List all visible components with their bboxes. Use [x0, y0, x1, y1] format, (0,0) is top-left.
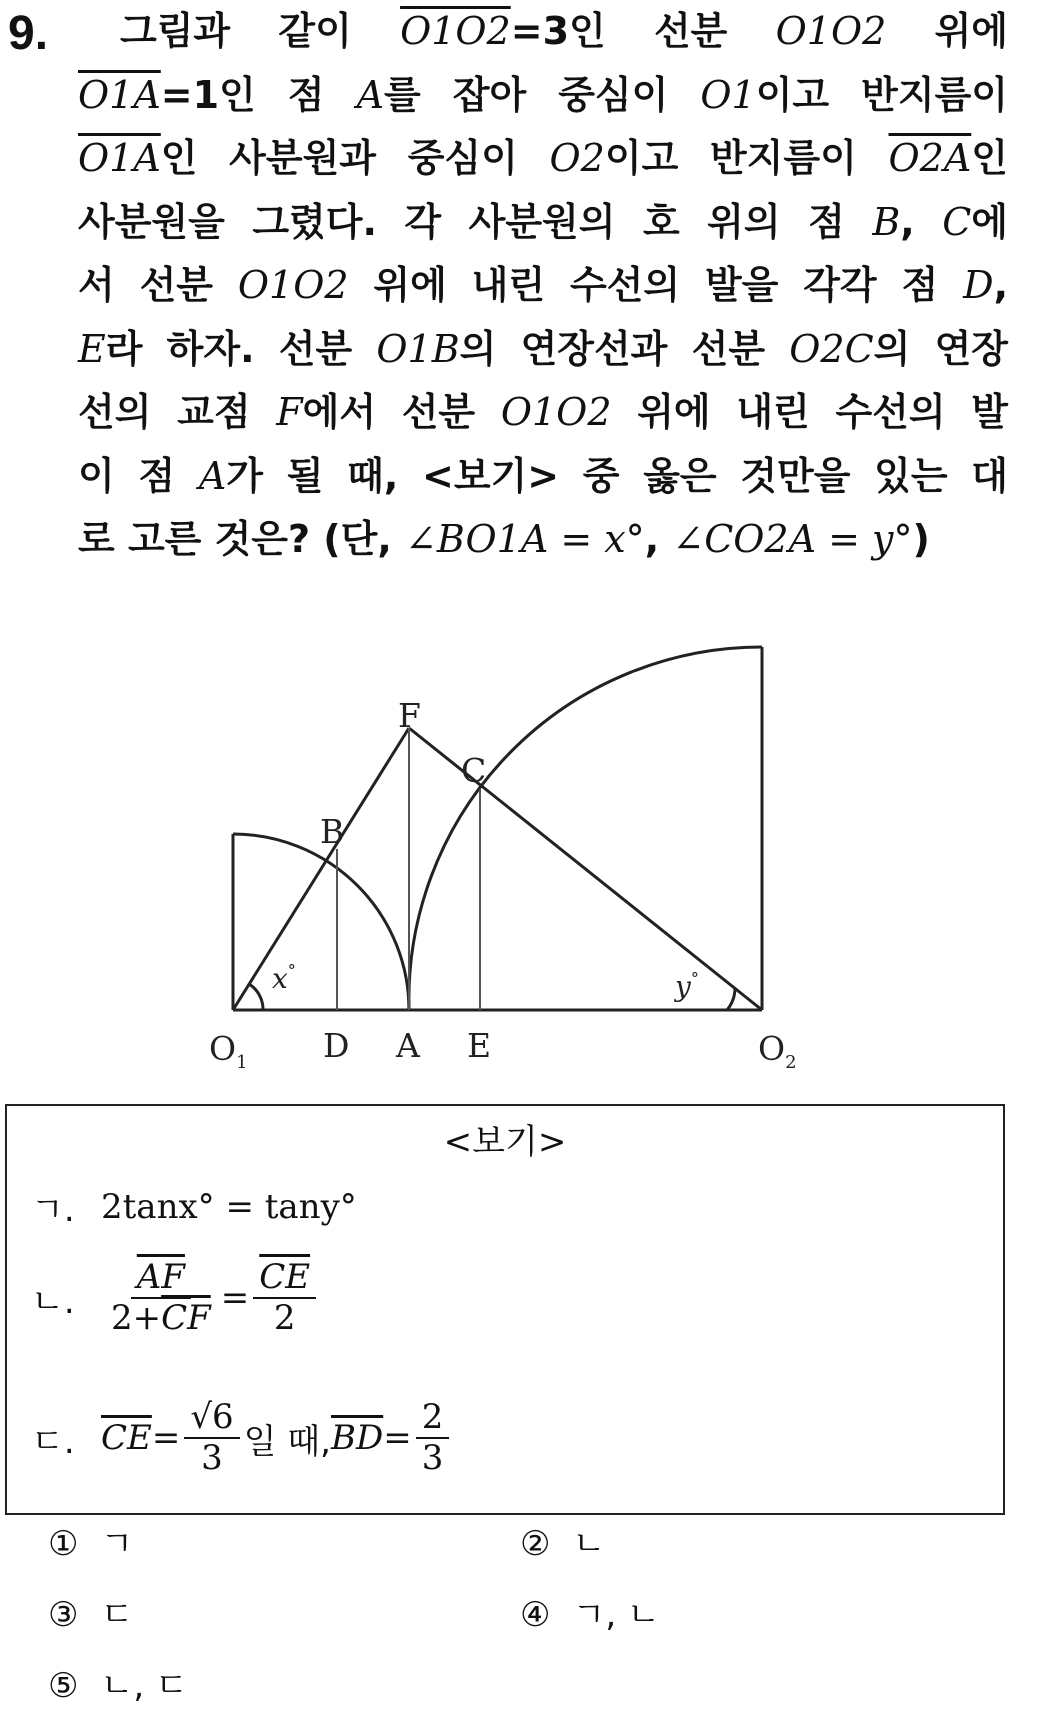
angle-bo1a: ∠BO1A = x°	[405, 517, 645, 561]
question-line-4	[78, 191, 1008, 255]
segment-o1-f	[233, 728, 409, 1010]
angle-arc-x	[249, 984, 263, 1010]
segment-o1o2: O1O2	[500, 390, 612, 434]
choice-2[interactable]	[520, 1516, 605, 1565]
geometry-figure	[0, 560, 1063, 1080]
angle-co2a: ∠CO2A = y°	[672, 517, 913, 561]
choice-5-text: ㄴ, ㄷ	[100, 1666, 188, 1706]
segment-o2a: O2A	[888, 136, 972, 180]
choice-5-number: ⑤	[48, 1666, 79, 1706]
text-run: )	[912, 517, 930, 561]
label-e: E	[467, 1026, 492, 1065]
angle-arc-y	[727, 988, 735, 1010]
text-run: 에서 선분	[302, 390, 501, 434]
segment-ce: $\overline{CE}$	[101, 1418, 152, 1459]
choice-4-number: ④	[520, 1595, 551, 1635]
bogi-item-3	[31, 1398, 453, 1478]
equals-sign: =	[383, 1418, 412, 1459]
text-run: 이고 반지름이	[604, 136, 889, 180]
segment-o1a: O1A	[78, 72, 161, 117]
text-run: =1인 점	[160, 72, 357, 117]
point-d: D	[963, 263, 994, 307]
label-b: B	[320, 812, 345, 851]
fraction-2-over-3	[416, 1398, 450, 1478]
text-run: 위에 내린 수선의 발을 각각 점	[348, 263, 964, 307]
bogi-title: <보기>	[443, 1122, 567, 1162]
bogi-item-3-label: ㄷ.	[31, 1421, 75, 1462]
bogi-item-1-text: 2tanx° = tany°	[101, 1186, 357, 1227]
segment-o1a: O1A	[78, 136, 161, 180]
label-a: A	[396, 1026, 420, 1065]
label-y: y°	[675, 969, 699, 1003]
fraction-right	[253, 1258, 316, 1338]
text-run: ,	[993, 263, 1008, 307]
text-run: 그림과 같이	[120, 9, 401, 53]
segment-cf: $\overline{CF}$	[161, 1298, 211, 1339]
fraction-sqrt6-over-3	[184, 1398, 239, 1478]
label-d: D	[323, 1026, 350, 1065]
question-line-7	[78, 381, 1008, 445]
label-o1: $O_1$	[209, 1029, 248, 1073]
text-run: 라 하자. 선분	[105, 326, 377, 371]
bogi-item-1-label: ㄱ.	[31, 1190, 75, 1230]
equals-sign: =	[151, 1418, 181, 1459]
text-run: ,	[900, 199, 943, 244]
question-line-5	[78, 254, 1008, 318]
bogi-item-1	[31, 1182, 357, 1231]
text-run: 사분원을 그렸다. 각 사분원의 호 위의 점	[78, 199, 873, 244]
point-e: E	[78, 326, 106, 371]
segment-o1o2: O1O2	[775, 9, 887, 53]
point-f: F	[276, 390, 303, 434]
point-a: A	[356, 72, 385, 117]
question-number: 9.	[8, 7, 49, 60]
text-run: 인	[971, 136, 1008, 180]
label-x: x°	[272, 961, 296, 995]
question-text	[78, 0, 1008, 572]
denominator: 3	[201, 1438, 223, 1479]
text-run: 이고 반지름이	[755, 72, 1009, 117]
equals-sign: =	[220, 1278, 250, 1319]
choice-1-number: ①	[48, 1524, 79, 1564]
choice-3-number: ③	[48, 1595, 79, 1635]
text-run: 의 연장	[873, 326, 1008, 371]
bogi-box	[5, 1104, 1005, 1515]
choice-2-number: ②	[520, 1524, 551, 1564]
text-run: 서 선분	[78, 263, 238, 307]
question-line-6	[78, 318, 1008, 382]
segment-af: $\overline{AF}$	[136, 1257, 185, 1297]
choice-5[interactable]	[48, 1658, 188, 1707]
segment-o1o2: O1O2	[400, 9, 511, 53]
text-run: 위에 내린 수선의 발	[611, 390, 1008, 434]
segment-o2c: O2C	[789, 326, 874, 371]
point-a: A	[198, 453, 227, 498]
bogi-item-2-label: ㄴ.	[31, 1281, 75, 1322]
segment-bd: $\overline{BD}$	[330, 1418, 384, 1459]
choice-1-text: ㄱ	[100, 1524, 134, 1564]
text-run: 에	[971, 199, 1009, 244]
text-run: 위에	[886, 9, 1008, 53]
question-line-3	[78, 127, 1008, 191]
choice-2-text: ㄴ	[572, 1524, 606, 1564]
question-line-1	[78, 0, 1008, 64]
question-line-8	[78, 445, 1008, 509]
numerator: √6	[190, 1397, 234, 1437]
label-c: C	[461, 751, 487, 790]
choice-1[interactable]	[48, 1516, 133, 1565]
label-f: F	[398, 696, 421, 735]
text-run: 이 점	[78, 453, 199, 498]
choice-3-text: ㄷ	[100, 1595, 134, 1635]
segment-o1o2: O1O2	[237, 263, 349, 307]
text-run: 로 고른 것은? (단,	[78, 517, 406, 561]
text-run: 인 사분원과 중심이	[160, 136, 550, 180]
fraction-left	[105, 1258, 217, 1338]
text-run: =3인 선분	[510, 9, 776, 53]
text-run: 의 연장선과 선분	[459, 326, 790, 371]
text-run: 를 잡아 중심이	[384, 72, 701, 117]
bogi-item-2	[31, 1258, 320, 1338]
choice-4-text: ㄱ, ㄴ	[572, 1595, 660, 1635]
point-o2: O2	[549, 136, 605, 180]
quarter-arc-o1	[233, 834, 409, 1010]
point-o1: O1	[700, 72, 756, 117]
text-run: 2+	[111, 1298, 162, 1339]
denominator: 3	[421, 1438, 444, 1479]
point-c: C	[942, 199, 972, 244]
question-line-2	[78, 64, 1008, 128]
choice-4[interactable]	[520, 1587, 660, 1636]
text-run: 선의 교점	[78, 390, 277, 434]
label-o2: $O_2$	[758, 1029, 797, 1073]
text-run: 일 때,	[243, 1421, 331, 1462]
text-run: 가 될 때, <보기> 중 옳은 것만을 있는 대	[226, 453, 1008, 498]
point-b: B	[872, 199, 901, 244]
segment-ce: $\overline{CE}$	[259, 1257, 311, 1297]
numerator: 2	[421, 1397, 444, 1437]
quarter-arc-o2	[409, 647, 762, 1010]
segment-o1b: O1B	[376, 326, 460, 371]
denominator: 2	[273, 1298, 296, 1339]
choice-3[interactable]	[48, 1587, 133, 1636]
text-run: ,	[644, 517, 673, 561]
